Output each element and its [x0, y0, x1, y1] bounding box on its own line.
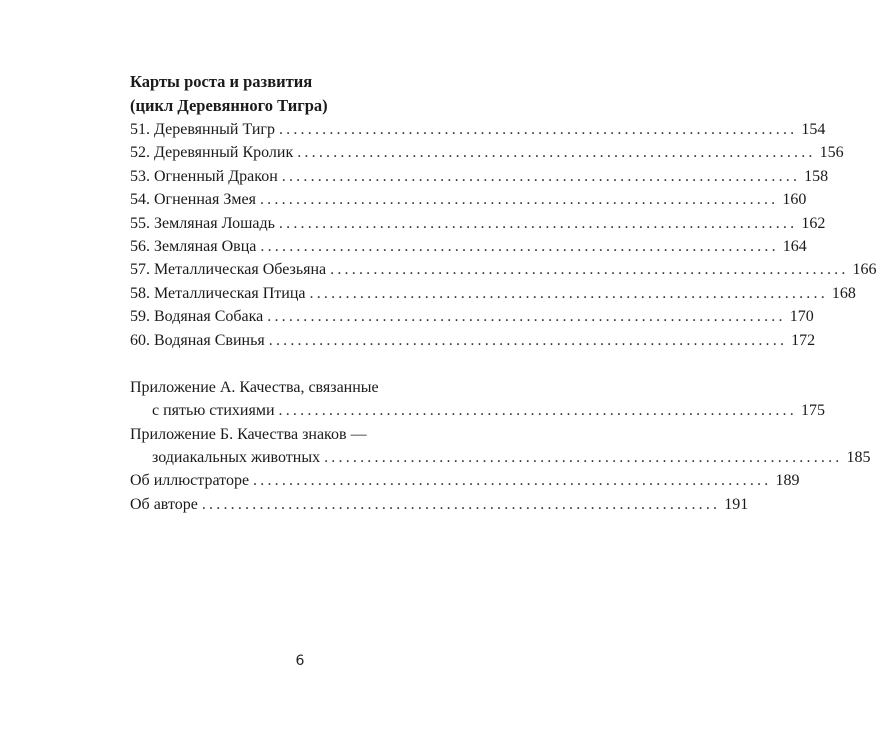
dot-leader: ........................................................................: [201, 495, 721, 513]
toc-entry: [130, 305, 814, 328]
toc-entry-page: 156: [819, 144, 844, 162]
toc-entry-title: 58. Металлическая Птица: [130, 284, 306, 302]
toc-entries: [130, 118, 877, 352]
appendix-title: Приложение Б. Качества знаков —: [130, 425, 367, 443]
toc-entry-page: 166: [852, 261, 877, 279]
toc-entry-page: 168: [831, 284, 856, 302]
appendix-entry-line: [130, 423, 513, 446]
section-heading-line-2: (цикл Деревянного Тигра): [130, 96, 328, 115]
toc-entry-page: 170: [789, 308, 814, 326]
dot-leader: ........................................................................: [268, 331, 788, 349]
toc-entry: [130, 165, 829, 188]
toc-entry-page: 162: [801, 214, 826, 232]
toc-entry-page: 172: [791, 331, 816, 349]
dot-leader: ........................................................................: [260, 237, 779, 255]
dot-leader: ........................................................................: [278, 121, 798, 138]
dot-leader: ........................................................................: [297, 144, 816, 162]
toc-entry: [130, 118, 826, 141]
toc-entry-page: 191: [724, 495, 749, 513]
toc-entry: [130, 188, 807, 211]
dot-leader: ........................................................................: [278, 402, 797, 420]
dot-leader: ........................................................................: [330, 261, 849, 279]
table-of-contents: [130, 70, 877, 516]
dot-leader: ........................................................................: [267, 308, 786, 326]
toc-entry: [130, 235, 807, 258]
appendix-entry-line: [130, 376, 513, 399]
toc-entry-title: 55. Земляная Лошадь: [130, 214, 275, 232]
toc-entry: [130, 282, 856, 305]
page-number: 6: [295, 653, 305, 669]
dot-leader: ........................................................................: [309, 284, 828, 302]
toc-entry-title: 57. Металлическая Обезьяна: [130, 261, 327, 279]
toc-entry: [130, 329, 816, 352]
toc-entry-title: 54. Огненная Змея: [130, 191, 256, 209]
toc-entry: [130, 141, 844, 164]
appendix-title-continued: зодиакальных животных: [152, 449, 321, 467]
toc-entry-title: Об авторе: [130, 495, 198, 513]
toc-entry: [130, 469, 800, 492]
appendix-page: 175: [800, 402, 825, 420]
dot-leader: ........................................................................: [259, 191, 779, 209]
section-heading-line-1: Карты роста и развития: [130, 72, 313, 91]
appendix-title-continued: с пятью стихиями: [152, 402, 275, 420]
section-heading: [130, 70, 513, 118]
toc-entry-page: 189: [775, 472, 800, 490]
toc-entry-title: 51. Деревянный Тигр: [130, 121, 275, 138]
toc-entry-page: 154: [801, 121, 826, 138]
dot-leader: ........................................................................: [278, 214, 798, 232]
toc-entry: [130, 212, 826, 235]
toc-entry: [130, 258, 877, 281]
section-spacer: [130, 352, 513, 376]
toc-entry-title: 53. Огненный Дракон: [130, 167, 278, 185]
appendix-title: Приложение А. Качества, связанные: [130, 378, 379, 396]
toc-entry-title: 59. Водяная Собака: [130, 308, 264, 326]
dot-leader: ........................................................................: [324, 449, 843, 467]
dot-leader: ........................................................................: [253, 472, 772, 490]
toc-entry-page: 160: [782, 191, 807, 209]
appendix-entries: [130, 376, 871, 516]
appendix-entry: [130, 399, 825, 422]
toc-entry-page: 164: [782, 237, 807, 255]
toc-entry-title: 60. Водяная Свинья: [130, 331, 265, 349]
dot-leader: ........................................................................: [281, 167, 801, 185]
toc-entry-page: 158: [804, 167, 829, 185]
toc-entry-title: Об иллюстраторе: [130, 472, 250, 490]
appendix-entry: [130, 446, 871, 469]
toc-entry-title: 52. Деревянный Кролик: [130, 144, 294, 162]
toc-entry: [130, 493, 749, 516]
appendix-page: 185: [846, 449, 871, 467]
toc-entry-title: 56. Земляная Овца: [130, 237, 257, 255]
